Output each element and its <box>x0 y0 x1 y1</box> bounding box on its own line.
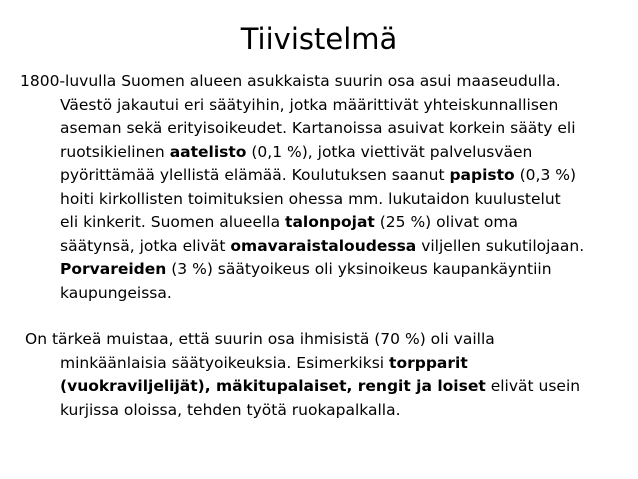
text-segment: (25 %) olivat oma <box>374 213 519 231</box>
text-line <box>20 375 620 399</box>
text-line <box>20 164 620 188</box>
text-segment: pyörittämää ylellistä elämää. Koulutuksen saanut <box>60 166 450 184</box>
text-segment: minkäänlaisia säätyoikeuksia. Esimerkiksi <box>60 353 390 372</box>
text-segment: säätynsä, jotka elivät <box>60 236 231 255</box>
text-line <box>20 258 620 282</box>
bold-term: (vuokraviljelijät), mäkitupalaiset, rengit ja loiset <box>60 377 486 395</box>
text-segment: ruotsikielinen <box>60 142 170 161</box>
paragraph-1 <box>20 70 620 305</box>
text-line: 1800-luvulla Suomen alueen asukkaista suurin osa asui maaseudulla. <box>20 72 561 90</box>
bold-term: Porvareiden <box>60 260 167 278</box>
text-line: aseman sekä erityisoikeudet. Kartanoissa asuivat korkein sääty eli <box>60 119 576 137</box>
slide-title: Tiivistelmä <box>240 22 398 56</box>
text-line: On tärkeä muistaa, että suurin osa ihmisistä (70 %) oli vailla <box>25 330 495 348</box>
text-segment: (0,3 %) <box>514 166 577 184</box>
bold-term: talonpojat <box>285 213 375 231</box>
bold-term: aatelisto <box>169 142 247 161</box>
text-line: kurjissa oloissa, tehden työtä ruokapalkalla. <box>60 400 401 419</box>
paragraph-2 <box>20 328 620 422</box>
bold-term: torpparit <box>389 353 468 372</box>
bold-term: omavaraistaloudessa <box>230 236 417 255</box>
text-segment: viljellen sukutilojaan. <box>416 236 585 255</box>
text-line: kaupungeissa. <box>60 283 172 302</box>
text-segment: (0,1 %), jotka viettivät palvelusväen <box>246 142 533 161</box>
text-segment: (3 %) säätyoikeus oli yksinoikeus kaupankäyntiin <box>166 260 552 278</box>
bold-term: papisto <box>449 166 515 184</box>
text-line <box>20 211 620 235</box>
text-line <box>20 141 620 165</box>
text-segment: elivät usein <box>485 377 581 395</box>
text-line <box>20 235 620 259</box>
text-line: Väestö jakautui eri säätyihin, jotka määrittivät yhteiskunnallisen <box>60 95 559 114</box>
text-segment: eli kinkerit. Suomen alueella <box>60 213 286 231</box>
text-line: hoiti kirkollisten toimituksien ohessa mm. lukutaidon kuulustelut <box>60 189 561 208</box>
text-line <box>20 352 620 376</box>
